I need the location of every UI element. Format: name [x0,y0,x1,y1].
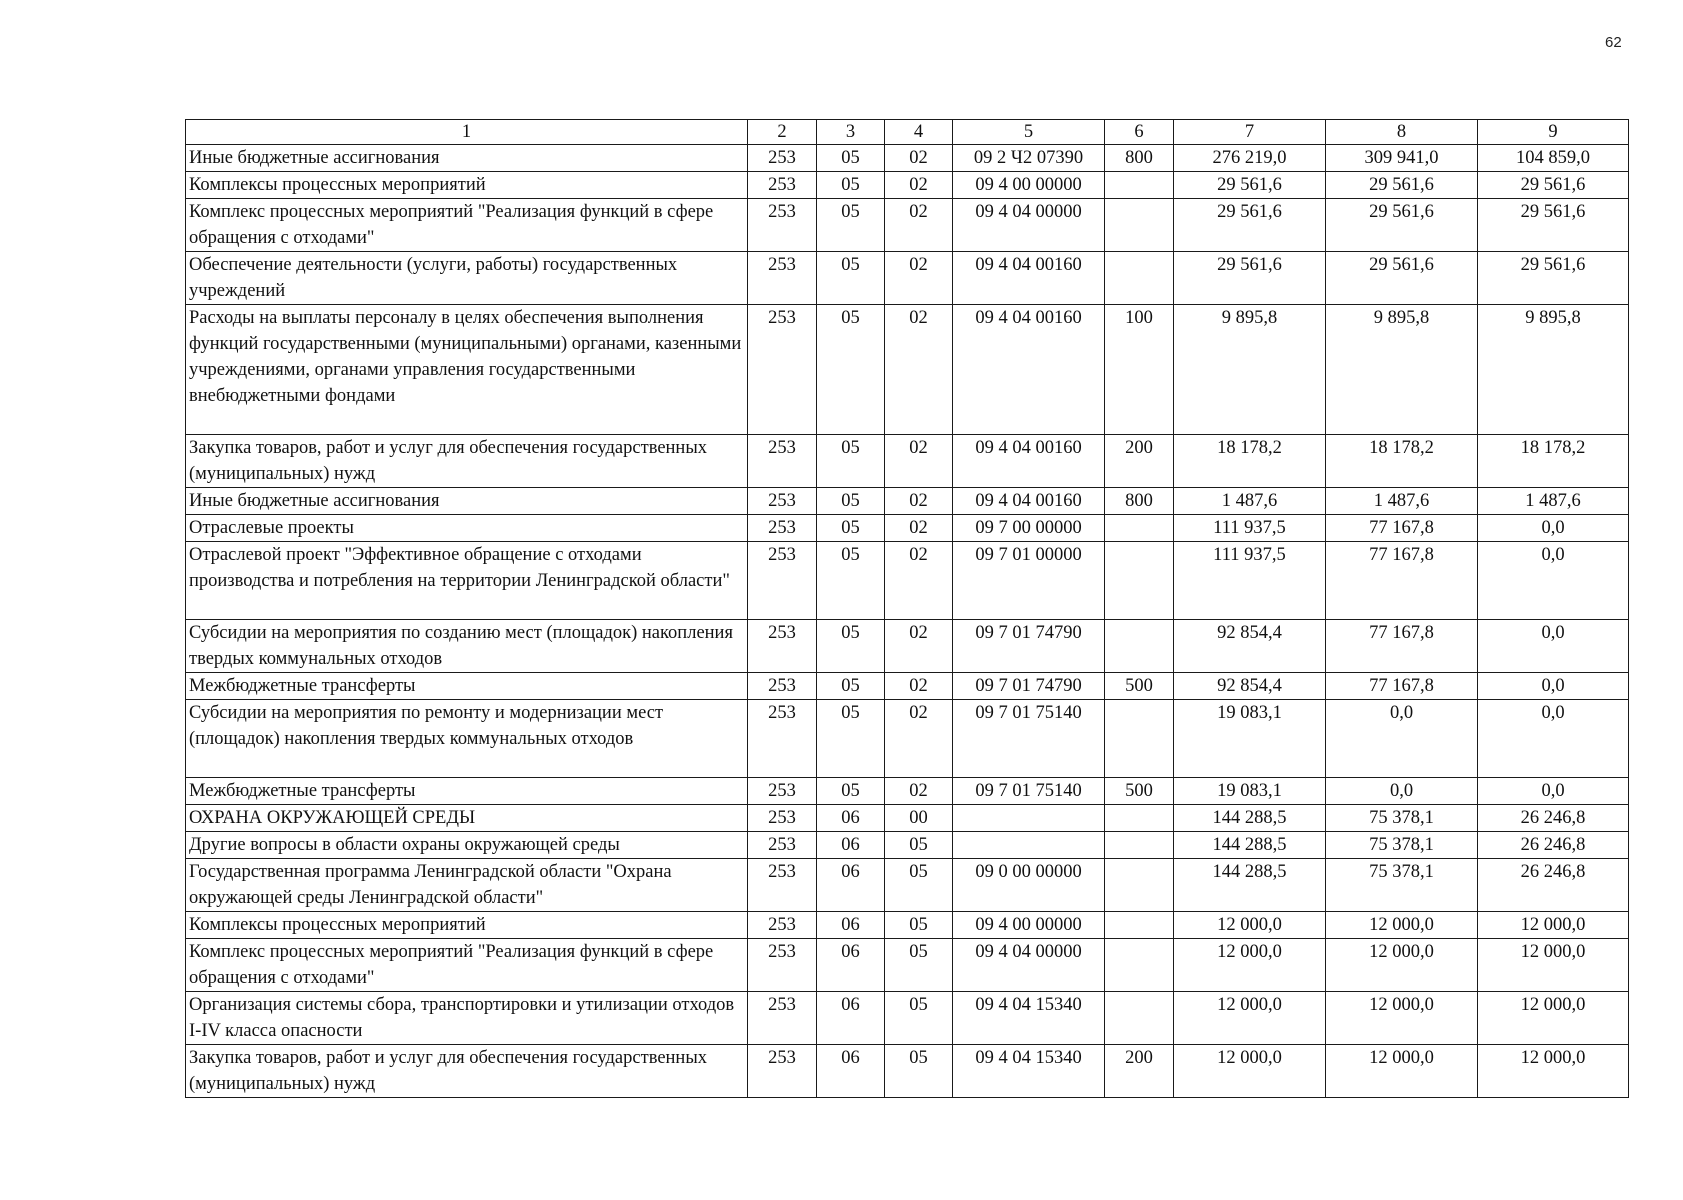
cell-amount-1: 12 000,0 [1174,939,1326,992]
cell-amount-2: 75 378,1 [1326,832,1478,859]
cell-expense-type: 800 [1105,488,1174,515]
cell-amount-3: 26 246,8 [1478,805,1629,832]
cell-subsection: 05 [885,992,953,1045]
cell-expense-type [1105,805,1174,832]
cell-grbs: 253 [748,488,817,515]
cell-expense-type: 200 [1105,1045,1174,1098]
cell-target-article: 09 4 04 00160 [953,488,1105,515]
cell-amount-2: 29 561,6 [1326,172,1478,199]
cell-section: 06 [817,939,885,992]
cell-subsection: 02 [885,515,953,542]
cell-grbs: 253 [748,305,817,435]
cell-amount-2: 77 167,8 [1326,515,1478,542]
cell-expense-type [1105,912,1174,939]
cell-subsection: 05 [885,1045,953,1098]
cell-section: 06 [817,912,885,939]
cell-grbs: 253 [748,435,817,488]
cell-expense-type [1105,992,1174,1045]
cell-section: 05 [817,700,885,778]
cell-grbs: 253 [748,700,817,778]
cell-target-article: 09 4 00 00000 [953,172,1105,199]
cell-amount-1: 144 288,5 [1174,832,1326,859]
cell-subsection: 02 [885,700,953,778]
cell-amount-1: 19 083,1 [1174,700,1326,778]
cell-target-article: 09 4 04 00160 [953,435,1105,488]
cell-subsection: 00 [885,805,953,832]
cell-name: Комплексы процессных мероприятий [186,912,748,939]
cell-amount-1: 9 895,8 [1174,305,1326,435]
cell-grbs: 253 [748,145,817,172]
cell-name: Расходы на выплаты персоналу в целях обеспечения выполнения функций государственными (муниципальными) органами, казенными учреждениями, органами управления государственными внебюджетными фондами [186,305,748,435]
cell-grbs: 253 [748,620,817,673]
cell-amount-1: 12 000,0 [1174,992,1326,1045]
cell-name: Организация системы сбора, транспортировки и утилизации отходов I-IV класса опасности [186,992,748,1045]
table-row [186,542,1629,620]
header-cell: 5 [953,120,1105,145]
cell-name: Иные бюджетные ассигнования [186,488,748,515]
cell-name: Закупка товаров, работ и услуг для обеспечения государственных (муниципальных) нужд [186,1045,748,1098]
cell-amount-2: 29 561,6 [1326,199,1478,252]
cell-subsection: 02 [885,542,953,620]
table-row [186,700,1629,778]
cell-amount-3: 12 000,0 [1478,939,1629,992]
cell-section: 05 [817,620,885,673]
cell-section: 05 [817,145,885,172]
cell-section: 06 [817,805,885,832]
cell-section: 06 [817,1045,885,1098]
cell-amount-3: 1 487,6 [1478,488,1629,515]
cell-grbs: 253 [748,939,817,992]
cell-subsection: 02 [885,172,953,199]
cell-amount-1: 144 288,5 [1174,859,1326,912]
cell-amount-1: 29 561,6 [1174,172,1326,199]
table-row [186,992,1629,1045]
cell-expense-type [1105,700,1174,778]
cell-expense-type [1105,252,1174,305]
cell-section: 05 [817,515,885,542]
cell-section: 06 [817,859,885,912]
cell-amount-3: 9 895,8 [1478,305,1629,435]
header-cell: 9 [1478,120,1629,145]
cell-name: Комплекс процессных мероприятий "Реализация функций в сфере обращения с отходами" [186,939,748,992]
cell-subsection: 02 [885,305,953,435]
cell-target-article: 09 0 00 00000 [953,859,1105,912]
cell-target-article: 09 7 01 00000 [953,542,1105,620]
cell-expense-type [1105,620,1174,673]
cell-section: 05 [817,199,885,252]
table-row [186,620,1629,673]
cell-amount-2: 75 378,1 [1326,859,1478,912]
cell-target-article: 09 4 04 00000 [953,199,1105,252]
cell-grbs: 253 [748,992,817,1045]
cell-amount-1: 19 083,1 [1174,778,1326,805]
cell-grbs: 253 [748,199,817,252]
cell-grbs: 253 [748,515,817,542]
table-row [186,488,1629,515]
cell-target-article: 09 4 04 00160 [953,305,1105,435]
cell-name: Закупка товаров, работ и услуг для обеспечения государственных (муниципальных) нужд [186,435,748,488]
cell-amount-2: 0,0 [1326,700,1478,778]
cell-amount-3: 29 561,6 [1478,172,1629,199]
cell-subsection: 02 [885,673,953,700]
cell-subsection: 02 [885,778,953,805]
cell-amount-2: 29 561,6 [1326,252,1478,305]
table-row [186,1045,1629,1098]
table-row [186,673,1629,700]
cell-target-article: 09 4 04 15340 [953,992,1105,1045]
cell-target-article: 09 7 01 75140 [953,778,1105,805]
cell-grbs: 253 [748,542,817,620]
cell-amount-1: 29 561,6 [1174,199,1326,252]
header-cell: 3 [817,120,885,145]
cell-amount-2: 12 000,0 [1326,912,1478,939]
cell-name: Иные бюджетные ассигнования [186,145,748,172]
cell-expense-type: 500 [1105,673,1174,700]
cell-amount-3: 26 246,8 [1478,859,1629,912]
cell-section: 05 [817,252,885,305]
cell-expense-type: 200 [1105,435,1174,488]
cell-name: Комплекс процессных мероприятий "Реализация функций в сфере обращения с отходами" [186,199,748,252]
cell-grbs: 253 [748,912,817,939]
cell-amount-2: 9 895,8 [1326,305,1478,435]
table-row [186,252,1629,305]
cell-target-article: 09 4 00 00000 [953,912,1105,939]
cell-expense-type [1105,832,1174,859]
cell-amount-3: 26 246,8 [1478,832,1629,859]
cell-amount-3: 12 000,0 [1478,912,1629,939]
cell-amount-1: 29 561,6 [1174,252,1326,305]
cell-amount-3: 0,0 [1478,515,1629,542]
budget-table [185,119,1629,1098]
cell-amount-1: 111 937,5 [1174,515,1326,542]
cell-section: 05 [817,488,885,515]
cell-expense-type: 800 [1105,145,1174,172]
cell-name: Межбюджетные трансферты [186,778,748,805]
cell-amount-3: 0,0 [1478,620,1629,673]
cell-target-article [953,805,1105,832]
table-row [186,172,1629,199]
cell-target-article: 09 4 04 15340 [953,1045,1105,1098]
cell-section: 06 [817,832,885,859]
header-cell: 4 [885,120,953,145]
cell-target-article: 09 4 04 00160 [953,252,1105,305]
cell-expense-type [1105,199,1174,252]
cell-grbs: 253 [748,832,817,859]
cell-expense-type [1105,859,1174,912]
cell-amount-1: 12 000,0 [1174,1045,1326,1098]
cell-subsection: 02 [885,252,953,305]
cell-subsection: 05 [885,912,953,939]
table-row [186,305,1629,435]
cell-name: Комплексы процессных мероприятий [186,172,748,199]
table-header-row [186,120,1629,145]
cell-grbs: 253 [748,673,817,700]
header-cell: 6 [1105,120,1174,145]
cell-amount-1: 276 219,0 [1174,145,1326,172]
cell-grbs: 253 [748,778,817,805]
table-row [186,778,1629,805]
cell-grbs: 253 [748,805,817,832]
cell-expense-type [1105,542,1174,620]
cell-amount-2: 77 167,8 [1326,673,1478,700]
cell-amount-1: 18 178,2 [1174,435,1326,488]
cell-name: Отраслевой проект "Эффективное обращение с отходами производства и потребления на территории Ленинградской области" [186,542,748,620]
cell-subsection: 02 [885,145,953,172]
cell-expense-type [1105,939,1174,992]
table-row [186,912,1629,939]
table-row [186,145,1629,172]
cell-amount-3: 18 178,2 [1478,435,1629,488]
cell-amount-1: 111 937,5 [1174,542,1326,620]
header-cell: 7 [1174,120,1326,145]
cell-expense-type: 100 [1105,305,1174,435]
cell-name: Субсидии на мероприятия по созданию мест (площадок) накопления твердых коммунальных отходов [186,620,748,673]
cell-target-article: 09 7 00 00000 [953,515,1105,542]
cell-target-article: 09 7 01 74790 [953,620,1105,673]
cell-subsection: 02 [885,435,953,488]
cell-name: ОХРАНА ОКРУЖАЮЩЕЙ СРЕДЫ [186,805,748,832]
header-cell: 2 [748,120,817,145]
cell-amount-3: 0,0 [1478,778,1629,805]
cell-amount-3: 104 859,0 [1478,145,1629,172]
cell-amount-2: 1 487,6 [1326,488,1478,515]
cell-section: 05 [817,172,885,199]
table-body [186,120,1629,1098]
cell-amount-1: 12 000,0 [1174,912,1326,939]
cell-section: 05 [817,673,885,700]
cell-target-article: 09 2 Ч2 07390 [953,145,1105,172]
cell-grbs: 253 [748,172,817,199]
cell-amount-3: 29 561,6 [1478,199,1629,252]
cell-amount-3: 29 561,6 [1478,252,1629,305]
cell-amount-2: 12 000,0 [1326,992,1478,1045]
cell-amount-1: 144 288,5 [1174,805,1326,832]
cell-amount-2: 77 167,8 [1326,542,1478,620]
cell-expense-type [1105,172,1174,199]
cell-subsection: 05 [885,939,953,992]
table-row [186,859,1629,912]
cell-amount-2: 12 000,0 [1326,1045,1478,1098]
cell-amount-3: 0,0 [1478,542,1629,620]
cell-target-article: 09 4 04 00000 [953,939,1105,992]
cell-name: Государственная программа Ленинградской области "Охрана окружающей среды Ленинградской области" [186,859,748,912]
header-cell: 1 [186,120,748,145]
cell-subsection: 02 [885,620,953,673]
cell-amount-1: 1 487,6 [1174,488,1326,515]
table-row [186,199,1629,252]
cell-expense-type: 500 [1105,778,1174,805]
cell-subsection: 05 [885,832,953,859]
table-row [186,805,1629,832]
cell-grbs: 253 [748,252,817,305]
cell-amount-1: 92 854,4 [1174,673,1326,700]
cell-section: 05 [817,542,885,620]
cell-amount-2: 77 167,8 [1326,620,1478,673]
cell-target-article: 09 7 01 74790 [953,673,1105,700]
cell-subsection: 02 [885,488,953,515]
cell-section: 05 [817,778,885,805]
header-cell: 8 [1326,120,1478,145]
cell-name: Другие вопросы в области охраны окружающей среды [186,832,748,859]
cell-section: 06 [817,992,885,1045]
cell-amount-2: 75 378,1 [1326,805,1478,832]
cell-section: 05 [817,435,885,488]
cell-amount-2: 18 178,2 [1326,435,1478,488]
cell-amount-2: 0,0 [1326,778,1478,805]
table-row [186,832,1629,859]
cell-grbs: 253 [748,1045,817,1098]
cell-amount-1: 92 854,4 [1174,620,1326,673]
table-row [186,515,1629,542]
cell-amount-3: 0,0 [1478,673,1629,700]
cell-subsection: 05 [885,859,953,912]
cell-amount-2: 309 941,0 [1326,145,1478,172]
cell-name: Отраслевые проекты [186,515,748,542]
cell-target-article [953,832,1105,859]
cell-expense-type [1105,515,1174,542]
page-number: 62 [1605,34,1622,51]
table-row [186,939,1629,992]
cell-name: Межбюджетные трансферты [186,673,748,700]
cell-amount-3: 0,0 [1478,700,1629,778]
cell-section: 05 [817,305,885,435]
cell-target-article: 09 7 01 75140 [953,700,1105,778]
cell-amount-2: 12 000,0 [1326,939,1478,992]
table-row [186,435,1629,488]
cell-amount-3: 12 000,0 [1478,992,1629,1045]
cell-amount-3: 12 000,0 [1478,1045,1629,1098]
cell-subsection: 02 [885,199,953,252]
cell-grbs: 253 [748,859,817,912]
cell-name: Субсидии на мероприятия по ремонту и модернизации мест (площадок) накопления твердых коммунальных отходов [186,700,748,778]
cell-name: Обеспечение деятельности (услуги, работы) государственных учреждений [186,252,748,305]
